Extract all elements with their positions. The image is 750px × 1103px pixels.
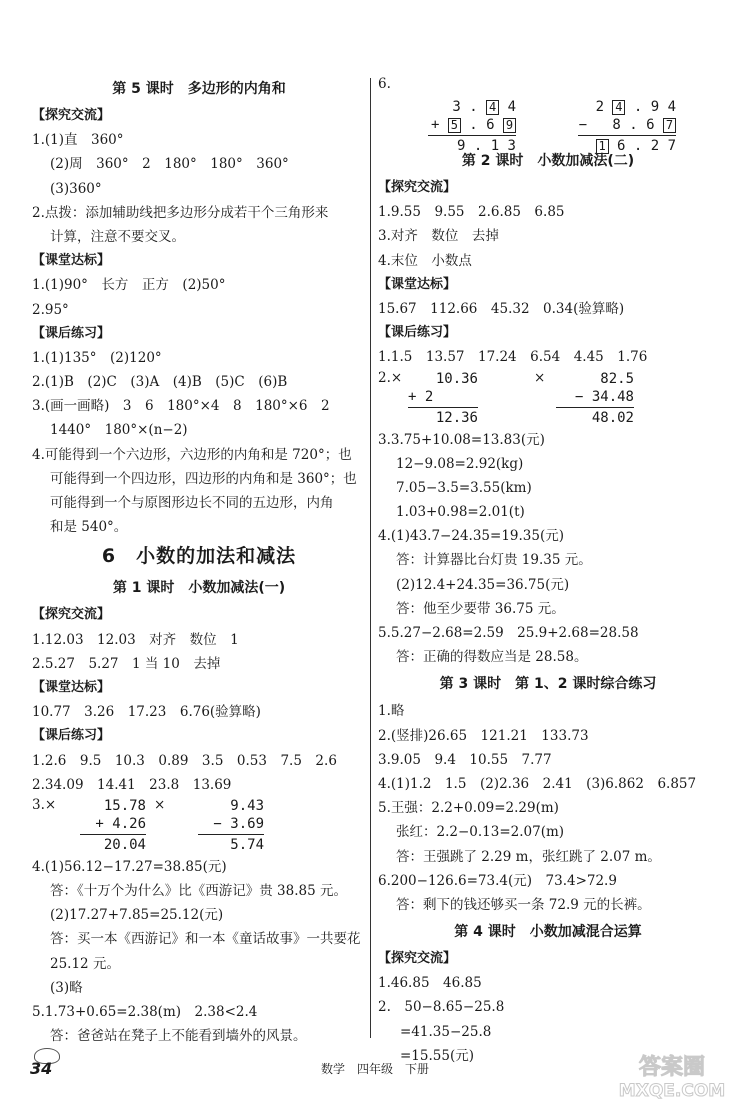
calc-row [428,116,516,134]
watermark-url: MXQE.COM [618,1081,726,1101]
calc-row: 10.36 [435,370,478,387]
answer-line: 1.1.5 13.57 17.24 6.54 4.45 1.76 [378,349,648,366]
answer-line: 2.(竖排)26.65 121.21 133.73 [378,727,589,744]
answer-line: 2.95° [32,301,69,318]
answer-line: 1.46.85 46.85 [378,975,482,992]
section-explore: 【探究交流】 [378,180,457,195]
answer-line: 1.03+0.98=2.01(t) [396,504,525,521]
answer-line: 12−9.08=2.92(kg) [396,455,524,472]
calc-text: 3 . [452,99,487,115]
section-class: 【课堂达标】 [378,276,457,292]
answer-line: 1.(1)135° (2)120° [32,349,162,366]
answer-line: 和是 540°。 [50,519,128,536]
vertical-subtraction [198,797,264,854]
calc-rule [198,834,264,835]
answer-line: (3)360° [50,180,102,197]
calc-result: 20.04 [103,836,146,853]
section-class: 【课堂达标】 [32,679,111,695]
calc-text: . 9 4 [625,99,676,115]
answer-line: (2)周 360° 2 180° 180° 360° [50,156,289,173]
answer-line: 5.王强：2.2+0.09=2.29(m) [378,800,559,817]
calc-text: . 6 [460,117,503,133]
answer-line: 4.末位 小数点 [378,252,472,269]
calc-result [578,137,676,155]
answer-line: 25.12 元。 [50,955,120,972]
answer-line: 1.略 [378,703,405,720]
calc-row: 9.43 [230,797,264,814]
footer-text: 数学 四年级 下册 [320,1062,429,1076]
answer-line: 3.9.05 9.4 10.55 7.77 [378,751,552,768]
answer-line: (3)略 [50,979,83,996]
question-number: 3.× [32,796,57,813]
answer-line: 1.9.55 9.55 2.6.85 6.85 [378,204,565,221]
lesson-2-title: 第 2 课时 小数加减法(二) [461,153,635,169]
answer-line: 答：正确的得数应当是 28.58。 [396,649,588,666]
section-class: 【课堂达标】 [32,253,111,269]
question-number: 2.× [378,369,403,386]
page-number: 34 [30,1059,53,1078]
vertical-calc-q3 [32,797,366,855]
answer-line: 4.可能得到一个六边形，六边形的内角和是 720°；也 [32,446,352,463]
lesson-1-title: 第 1 课时 小数加减法(一) [112,580,286,597]
answer-line: 2.34.09 14.41 23.8 13.69 [32,776,232,793]
answer-line: 答：剩下的钱还够买一条 72.9 元的长裤。 [396,896,651,913]
answer-line: 答：计算器比台灯贵 19.35 元。 [396,552,592,569]
calc-text: 2 [595,99,613,115]
calc-result: 5.74 [230,836,264,853]
answer-line: 答：爸爸站在凳子上不能看到墙外的风景。 [50,1028,307,1045]
wrong-mark: × [534,369,546,386]
column-divider [370,78,371,1038]
answer-line: 2. 50−8.65−25.8 [378,999,505,1016]
section-explore: 【探究交流】 [378,951,457,967]
answer-line: (2)17.27+7.85=25.12(元) [50,907,224,924]
answer-line: 3.3.75+10.08=13.83(元) [378,431,545,448]
calc-row: − 34.48 [574,388,634,405]
answer-line: 2.5.27 5.27 1 当 10 去掉 [32,655,221,672]
answer-line: 可能得到一个四边形，四边形的内角和是 360°；也 [50,470,357,487]
calc-result: 12.36 [435,409,478,426]
section-after: 【课后练习】 [32,325,111,341]
lesson-5-title: 第 5 课时 多边形的内角和 [112,81,286,97]
answer-line: 4.(1)56.12−17.27=38.85(元) [32,858,227,875]
answer-line: 1440° 180°×(n−2) [50,422,188,439]
lesson-3-title: 第 3 课时 第 1、2 课时综合练习 [439,676,657,693]
calc-rule [408,407,478,408]
answer-line: 1.12.03 12.03 对齐 数位 1 [32,631,239,648]
calc-text: 6 . 2 7 [608,138,676,154]
calc-rule [578,135,676,136]
answer-line: (2)12.4+24.35=36.75(元) [396,576,570,593]
answer-line: 可能得到一个与原图形边长不同的五边形，内角 [50,495,334,511]
answer-line: 答：《十万个为什么》比《西游记》贵 38.85 元。 [50,883,347,900]
answer-line: 1.(1)90° 长方 正方 (2)50° [32,277,226,294]
watermark-logo [600,1050,742,1102]
answer-line: 答：他至少要带 36.75 元。 [396,600,565,617]
answer-line: =41.35−25.8 [400,1023,492,1040]
calc-text: − 8 . 6 [578,117,663,133]
calc-rule [428,135,516,136]
answer-box: 5 [448,118,461,133]
left-column [32,74,366,1048]
right-column [378,74,718,1068]
answer-line: 1.(1)直 360° [32,132,124,149]
calc-text: 4 [499,99,516,115]
lesson-4-title: 第 4 课时 小数加减混合运算 [454,924,642,941]
calc-row: 82.5 [600,370,634,387]
wrong-mark: × [154,796,166,813]
answer-line: 6.200−126.6=73.4(元) 73.4>72.9 [378,872,617,889]
vertical-calc-q2 [378,370,718,428]
section-after: 【课后练习】 [32,728,111,744]
chapter-6-title: 6 小数的加法和减法 [101,545,297,568]
answer-line: 2.点拨：添加辅助线把多边形分成若干个三角形来 [32,204,329,221]
vertical-subtraction-boxes [578,98,676,155]
calc-result: 9 . 1 3 [456,138,516,154]
answer-line: 3.(画一画略) 3 6 180°×4 8 180°×6 2 [32,398,330,415]
calc-row: + 4.26 [95,815,146,832]
answer-line: 4.(1)1.2 1.5 (2)2.36 2.41 (3)6.862 6.857 [378,775,697,792]
answer-line: =15.55(元) [400,1047,474,1064]
calc-row [428,98,516,116]
calc-row [578,98,676,116]
answer-box: 4 [612,100,625,115]
answer-line: 5.1.73+0.65=2.38(m) 2.38<2.4 [32,1004,258,1020]
answer-line: 答：王强跳了 2.29 m，张红跳了 2.07 m。 [396,848,661,865]
calc-rule [80,834,146,835]
section-explore: 【探究交流】 [32,607,111,623]
section-explore: 【探究交流】 [32,108,111,123]
calc-row [578,116,676,134]
answer-line: 10.77 3.26 17.23 6.76(验算略) [32,704,261,721]
watermark-text: 答案圈 [638,1055,706,1080]
calc-row: − 3.69 [213,815,264,832]
answer-line: 3.对齐 数位 去掉 [378,228,499,245]
question-number: 6. [378,76,391,92]
calc-result: 48.02 [591,409,634,426]
answer-line: 15.67 112.66 45.32 0.34(验算略) [378,300,625,317]
vertical-addition-boxes [428,98,516,155]
calc-row: + 2 [408,388,434,405]
answer-box: 7 [663,118,676,133]
calc-row: 15.78 [103,797,146,814]
section-after: 【课后练习】 [378,325,457,341]
vertical-calc-q6 [378,74,718,154]
answer-line: 2.(1)B (2)C (3)A (4)B (5)C (6)B [32,374,288,391]
vertical-addition [80,797,146,854]
answer-line: 答：买一本《西游记》和一本《童话故事》一共要花 [50,931,361,948]
answer-line: 张红：2.2−0.13=2.07(m) [396,824,565,841]
answer-line: 5.5.27−2.68=2.59 25.9+2.68=28.58 [378,625,639,641]
answer-box: 9 [503,118,516,133]
vertical-subtraction [556,370,634,427]
answer-box: 1 [596,139,609,154]
answer-line: 计算，注意不要交叉。 [50,228,185,245]
calc-rule [556,407,634,408]
calc-text: + [430,117,448,133]
answer-line: 4.(1)43.7−24.35=19.35(元) [378,528,565,545]
vertical-addition [408,370,478,427]
answer-line: 7.05−3.5=3.55(km) [396,479,532,496]
answer-box: 4 [486,100,499,115]
answer-line: 1.2.6 9.5 10.3 0.89 3.5 0.53 7.5 2.6 [32,752,337,769]
